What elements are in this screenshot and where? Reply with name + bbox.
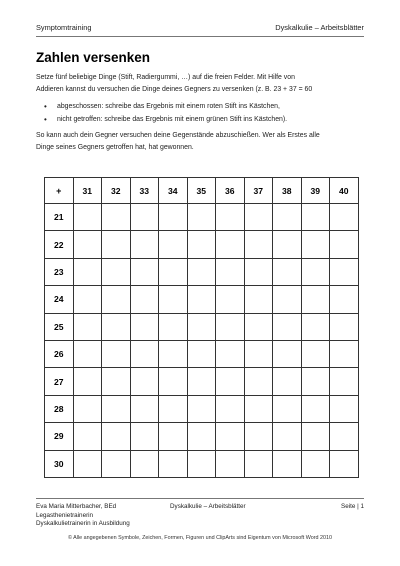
grid-row-header: 23 (45, 258, 74, 285)
grid-cell[interactable] (130, 423, 159, 450)
grid-cell[interactable] (216, 286, 245, 313)
instructions-paragraph-1 (36, 72, 366, 96)
grid-cell[interactable] (130, 231, 159, 258)
grid-cell[interactable] (330, 450, 359, 477)
grid-cell[interactable] (187, 368, 216, 395)
grid-corner-plus: + (45, 178, 74, 204)
footer-copyright: © Alle angegebenen Symbole, Zeichen, Formen, Figuren und ClipArts sind Eigentum von Microsoft Word 2010 (68, 535, 332, 541)
grid-cell[interactable] (216, 368, 245, 395)
footer-divider (36, 498, 364, 499)
grid-cell[interactable] (187, 423, 216, 450)
footer-author-title-1: Legasthenietrainerin (36, 512, 94, 519)
header-divider (36, 36, 364, 37)
grid-column-header: 34 (159, 178, 188, 204)
grid-cell[interactable] (102, 313, 131, 340)
grid-cell[interactable] (273, 450, 302, 477)
grid-cell[interactable] (273, 286, 302, 313)
instructions-line: Dinge seines Gegners getroffen hat, hat gewonnen. (36, 144, 194, 151)
page-title: Zahlen versenken (36, 50, 151, 65)
grid-row-header: 30 (45, 450, 74, 477)
grid-cell[interactable] (301, 313, 330, 340)
grid-cell[interactable] (273, 258, 302, 285)
grid-cell[interactable] (130, 340, 159, 367)
grid-cell[interactable] (273, 423, 302, 450)
grid-row-header: 25 (45, 313, 74, 340)
grid-cell[interactable] (330, 423, 359, 450)
grid-cell[interactable] (273, 368, 302, 395)
grid-cell[interactable] (159, 340, 188, 367)
grid-row-header: 21 (45, 204, 74, 231)
grid-cell[interactable] (216, 204, 245, 231)
grid-cell[interactable] (187, 286, 216, 313)
grid-cell[interactable] (330, 286, 359, 313)
grid-cell[interactable] (330, 395, 359, 422)
grid-cell[interactable] (216, 340, 245, 367)
grid-cell[interactable] (102, 231, 131, 258)
grid-cell[interactable] (216, 313, 245, 340)
grid-cell[interactable] (244, 450, 273, 477)
grid-column-header: 31 (73, 178, 102, 204)
grid-cell[interactable] (301, 450, 330, 477)
grid-cell[interactable] (73, 231, 102, 258)
grid-row (45, 204, 359, 231)
grid-column-header: 40 (330, 178, 359, 204)
grid-cell[interactable] (216, 231, 245, 258)
grid-row (45, 340, 359, 367)
grid-cell[interactable] (73, 313, 102, 340)
grid-row (45, 313, 359, 340)
grid-cell[interactable] (130, 313, 159, 340)
grid-cell[interactable] (301, 258, 330, 285)
grid-cell[interactable] (73, 450, 102, 477)
grid-row-header: 29 (45, 423, 74, 450)
grid-row (45, 368, 359, 395)
grid-row-header: 28 (45, 395, 74, 422)
grid-cell[interactable] (244, 258, 273, 285)
grid-cell[interactable] (273, 340, 302, 367)
grid-cell[interactable] (187, 313, 216, 340)
grid-cell[interactable] (187, 395, 216, 422)
header-left: Symptomtraining (36, 23, 92, 32)
grid-cell[interactable] (330, 368, 359, 395)
instructions-line: Addieren kannst du versuchen die Dinge deines Gegners zu versenken (z. B. 23 + 37 = 60 (36, 86, 313, 93)
grid-row-header: 24 (45, 286, 74, 313)
grid-cell[interactable] (187, 450, 216, 477)
grid-header-row (45, 178, 359, 204)
grid-cell[interactable] (102, 450, 131, 477)
grid-cell[interactable] (130, 258, 159, 285)
grid-cell[interactable] (330, 231, 359, 258)
grid-cell[interactable] (102, 368, 131, 395)
footer-author-title-2: Dyskalkulietrainerin in Ausbildung (36, 520, 130, 527)
grid-cell[interactable] (159, 313, 188, 340)
grid-column-header: 39 (301, 178, 330, 204)
grid-cell[interactable] (330, 313, 359, 340)
grid-cell[interactable] (301, 231, 330, 258)
grid-cell[interactable] (159, 204, 188, 231)
grid-cell[interactable] (187, 204, 216, 231)
grid-row-header: 22 (45, 231, 74, 258)
grid-cell[interactable] (273, 204, 302, 231)
grid-cell[interactable] (102, 286, 131, 313)
grid-column-header: 33 (130, 178, 159, 204)
grid-cell[interactable] (130, 286, 159, 313)
grid-column-header: 35 (187, 178, 216, 204)
grid-column-header: 36 (216, 178, 245, 204)
instructions-line: Setze fünf beliebige Dinge (Stift, Radiergummi, …) auf die freien Felder. Mit Hilfe von (36, 74, 295, 81)
footer-author: Eva Maria Mitterbacher, BEd (36, 503, 117, 510)
grid-row-header: 26 (45, 340, 74, 367)
grid-cell[interactable] (216, 423, 245, 450)
header-right: Dyskalkulie – Arbeitsblätter (275, 23, 364, 32)
grid-cell[interactable] (102, 395, 131, 422)
grid-cell[interactable] (187, 231, 216, 258)
grid-cell[interactable] (301, 286, 330, 313)
grid-row (45, 286, 359, 313)
grid-cell[interactable] (244, 231, 273, 258)
grid-cell[interactable] (187, 340, 216, 367)
grid-cell[interactable] (159, 450, 188, 477)
grid-cell[interactable] (330, 204, 359, 231)
grid-cell[interactable] (73, 340, 102, 367)
grid-cell[interactable] (301, 340, 330, 367)
grid-row-header: 27 (45, 368, 74, 395)
grid-column-header: 32 (102, 178, 131, 204)
grid-cell[interactable] (102, 340, 131, 367)
grid-column-header: 37 (244, 178, 273, 204)
grid-cell[interactable] (244, 340, 273, 367)
grid-cell[interactable] (244, 368, 273, 395)
grid-cell[interactable] (159, 423, 188, 450)
grid-cell[interactable] (330, 258, 359, 285)
grid-cell[interactable] (130, 450, 159, 477)
grid-cell[interactable] (301, 204, 330, 231)
grid-cell[interactable] (273, 395, 302, 422)
grid-row (45, 423, 359, 450)
grid-cell[interactable] (244, 423, 273, 450)
grid-row (45, 258, 359, 285)
grid-cell[interactable] (73, 258, 102, 285)
grid-cell[interactable] (73, 286, 102, 313)
grid-cell[interactable] (130, 368, 159, 395)
instructions-line: So kann auch dein Gegner versuchen deine Gegenstände abzuschießen. Wer als Erstes alle (36, 132, 320, 139)
addition-grid (44, 177, 359, 478)
grid-row (45, 395, 359, 422)
grid-cell[interactable] (216, 395, 245, 422)
grid-cell[interactable] (244, 204, 273, 231)
grid-cell[interactable] (187, 258, 216, 285)
grid-cell[interactable] (73, 368, 102, 395)
grid-cell[interactable] (159, 231, 188, 258)
grid-cell[interactable] (102, 204, 131, 231)
grid-cell[interactable] (73, 395, 102, 422)
grid-cell[interactable] (216, 258, 245, 285)
grid-cell[interactable] (73, 423, 102, 450)
grid-cell[interactable] (301, 368, 330, 395)
grid-cell[interactable] (216, 450, 245, 477)
grid-column-header: 38 (273, 178, 302, 204)
grid-cell[interactable] (244, 395, 273, 422)
grid-cell[interactable] (244, 286, 273, 313)
grid-cell[interactable] (102, 423, 131, 450)
instructions-paragraph-2 (36, 130, 366, 154)
grid-cell[interactable] (301, 395, 330, 422)
footer-page-number: Seite | 1 (341, 503, 364, 510)
bullet-item: • nicht getroffen: schreibe das Ergebnis mit einem grünen Stift ins Kästchen). (57, 113, 287, 126)
grid-cell[interactable] (130, 204, 159, 231)
grid-cell[interactable] (273, 231, 302, 258)
grid-cell[interactable] (159, 368, 188, 395)
grid-cell[interactable] (159, 395, 188, 422)
grid-cell[interactable] (301, 423, 330, 450)
grid-cell[interactable] (73, 204, 102, 231)
grid-row (45, 450, 359, 477)
grid-cell[interactable] (130, 395, 159, 422)
grid-cell[interactable] (159, 286, 188, 313)
grid-cell[interactable] (244, 313, 273, 340)
grid-cell[interactable] (159, 258, 188, 285)
grid-row (45, 231, 359, 258)
instructions-bullets (57, 100, 287, 126)
bullet-item: • abgeschossen: schreibe das Ergebnis mit einem roten Stift ins Kästchen, (57, 100, 287, 113)
grid-cell[interactable] (102, 258, 131, 285)
grid-cell[interactable] (273, 313, 302, 340)
grid-cell[interactable] (330, 340, 359, 367)
footer-subject: Dyskalkulie – Arbeitsblätter (170, 503, 246, 510)
